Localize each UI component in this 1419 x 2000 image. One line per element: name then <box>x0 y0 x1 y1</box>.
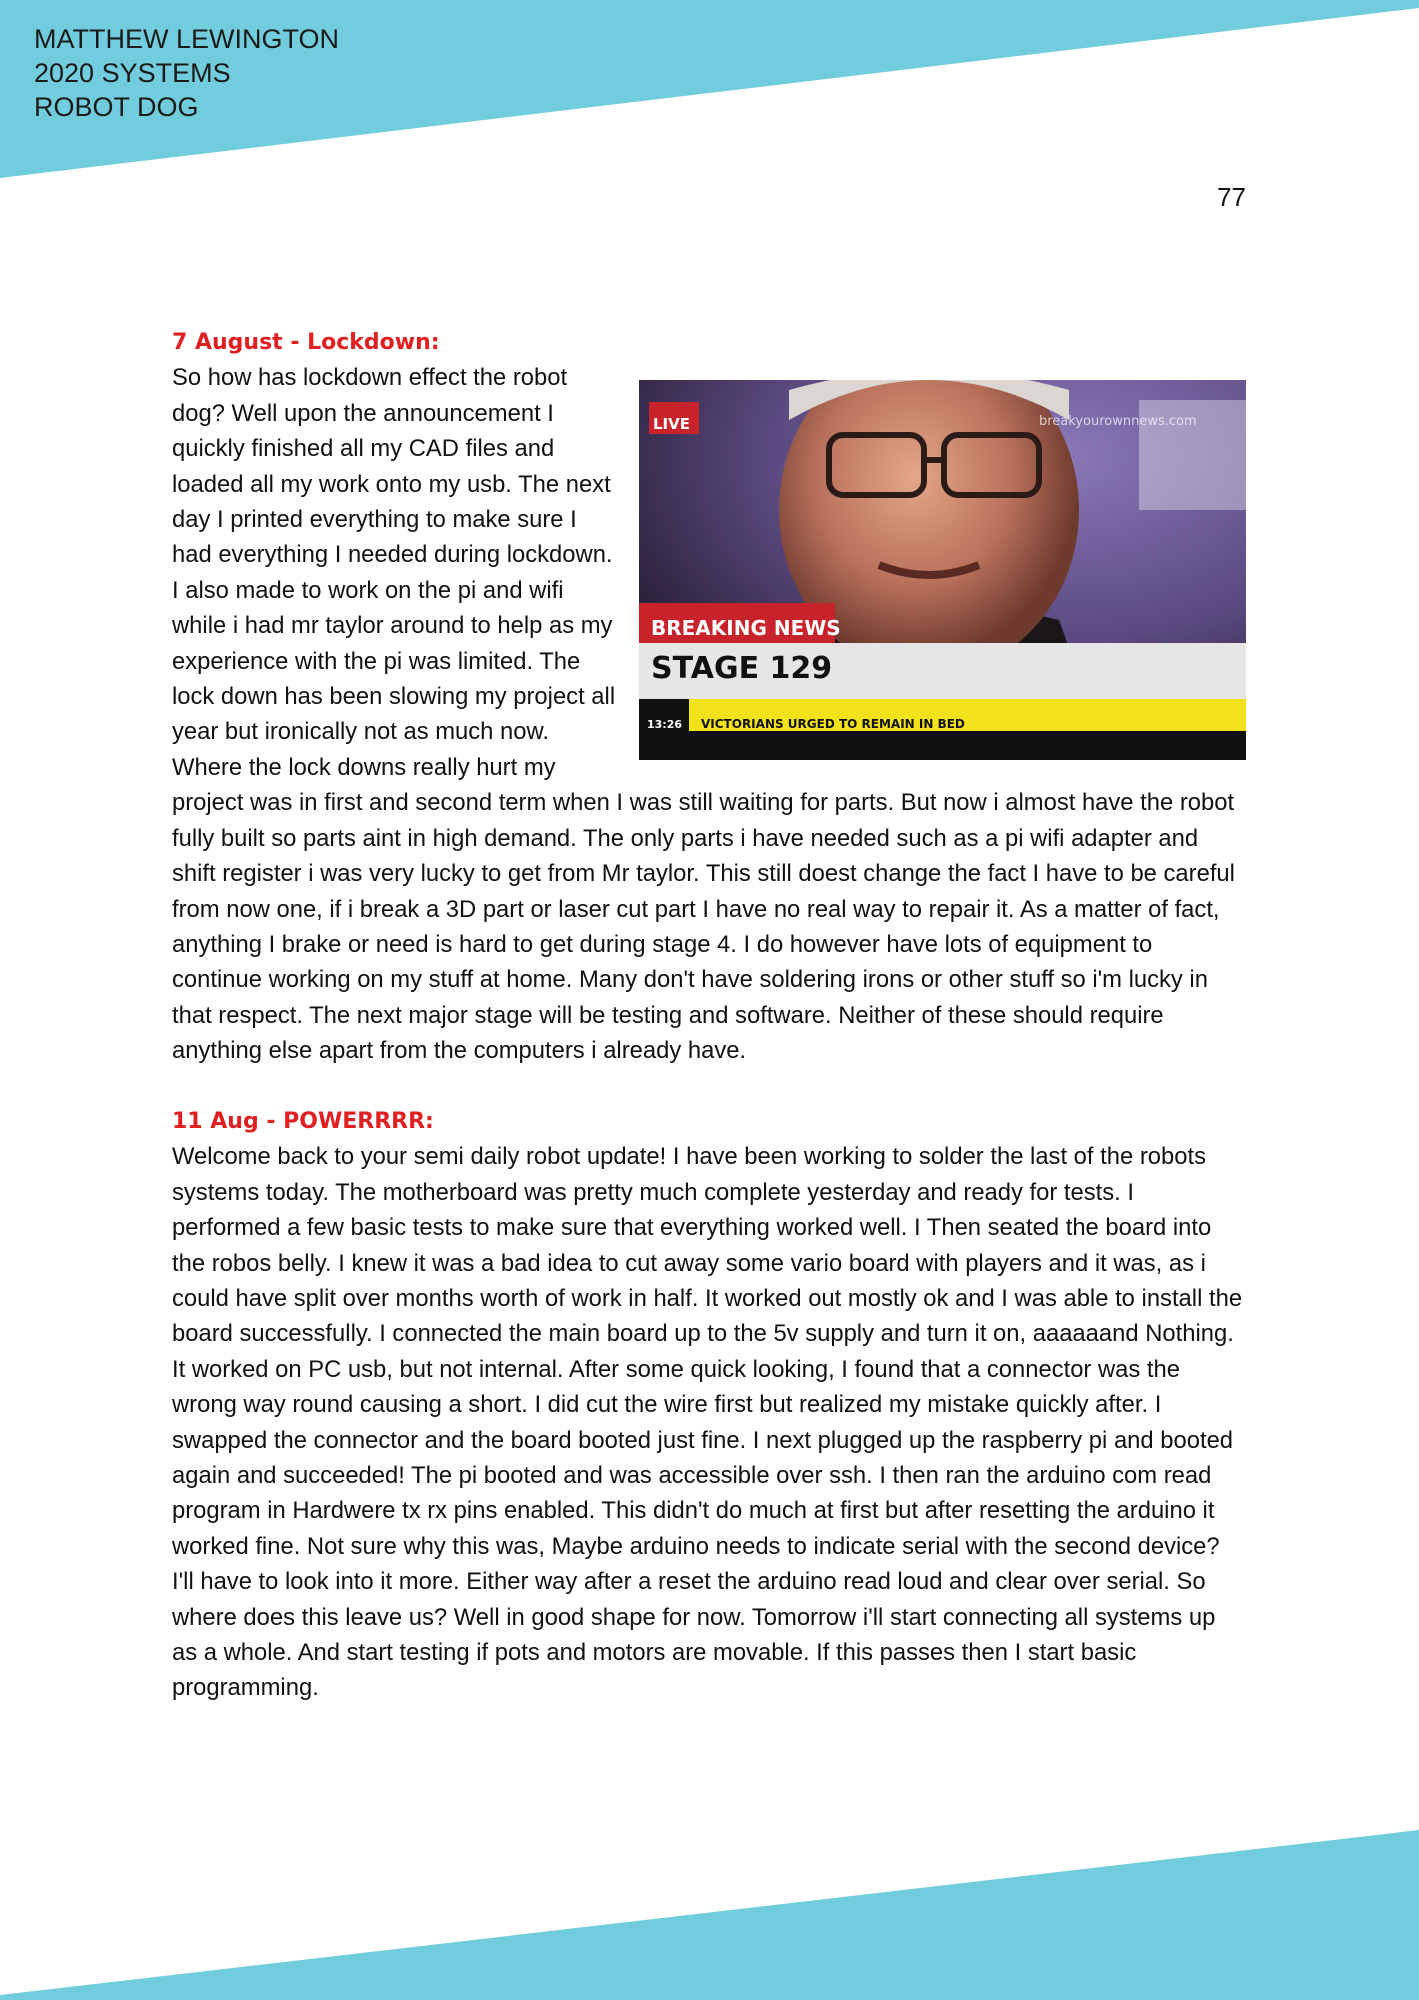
entry-heading: 7 August - Lockdown: <box>172 330 440 355</box>
project-year: 2020 SYSTEMS <box>34 58 231 88</box>
news-ticker: VICTORIANS URGED TO REMAIN IN BED <box>701 717 965 732</box>
news-time: 13:26 <box>647 718 683 732</box>
watermark-text: breakyourownnews.com <box>1039 414 1197 430</box>
entry-heading: 11 Aug - POWERRRR: <box>172 1108 434 1134</box>
breaking-news-image <box>639 380 1246 760</box>
entry-body: Welcome back to your semi daily robot update! I have been working to solder the last of the robots systems today. The motherboard was pretty much complete yesterday and ready for tests. I performed a few basic tests to make sure that everything worked well. I Then seated the board into the robos belly. I knew it was a bad idea to cut away some vario board with players and it was, as i could have split over months worth of work in half. It worked out mostly ok and I was able to install the board successfully. I connected the main board up to the 5v supply and turn it on, aaaaaand Nothing. It worked on PC usb, but not internal. After some quick looking, I found that a connector was the wrong way round causing a short. I did cut the wire first but realized my mistake quickly after. I swapped the connector and the board booted just fine. I next plugged up the raspberry pi and booted again and succeeded! The pi booted and was accessible over ssh. I then ran the arduino com read program in Hardwere tx rx pins enabled. This didn't do much at first but after resetting the arduino it worked fine. Not sure why this was, Maybe arduino needs to indicate serial with the second device? I'll have to look into it more. Either way after a reset the arduino read loud and clear over serial. So where does this leave us? Well in good shape for now. Tomorrow i'll start connecting all systems up as a whole. And start testing if pots and motors are movable. If this passes then I start basic programming. <box>172 1143 1243 1702</box>
entry-body: So how has lockdown effect the robot dog? Well upon the announcement I quickly finished all my CAD files and loaded all my work onto my usb. The next day I printed everything to make sure I had everything I needed during lockdown. I also made to work on the pi and wifi while i had mr taylor around to help as my experience with the pi was limited. The lock down has been slowing my project all year but ironically not as much now. Where the lock downs really hurt my project was in first and second term when I was still waiting for parts. But now i almost have the robot fully built so parts aint in high demand. The only parts i have needed such as a pi wifi adapter and shift register i was very lucky to get from Mr taylor. This still doest change the fact I have to be careful from now one, if i break a 3D part or laser cut part I have no real way to repair it. As a matter of fact, anything I brake or need is hard to get during stage 4. I do however have lots of equipment to continue working on my stuff at home. Many don't have soldering irons or other stuff so i'm lucky in that respect. The next major stage will be testing and software. Neither of these should require anything else apart from the computers i already have. <box>172 364 1235 1065</box>
page-number: 77 <box>1217 182 1246 212</box>
project-title: ROBOT DOG <box>34 92 199 122</box>
document-header <box>34 22 339 124</box>
breaking-news-label: BREAKING NEWS <box>651 616 841 641</box>
news-headline: STAGE 129 <box>651 651 833 687</box>
journal-content <box>172 325 1246 1706</box>
live-badge: LIVE <box>653 415 690 434</box>
author-name: MATTHEW LEWINGTON <box>34 24 339 54</box>
